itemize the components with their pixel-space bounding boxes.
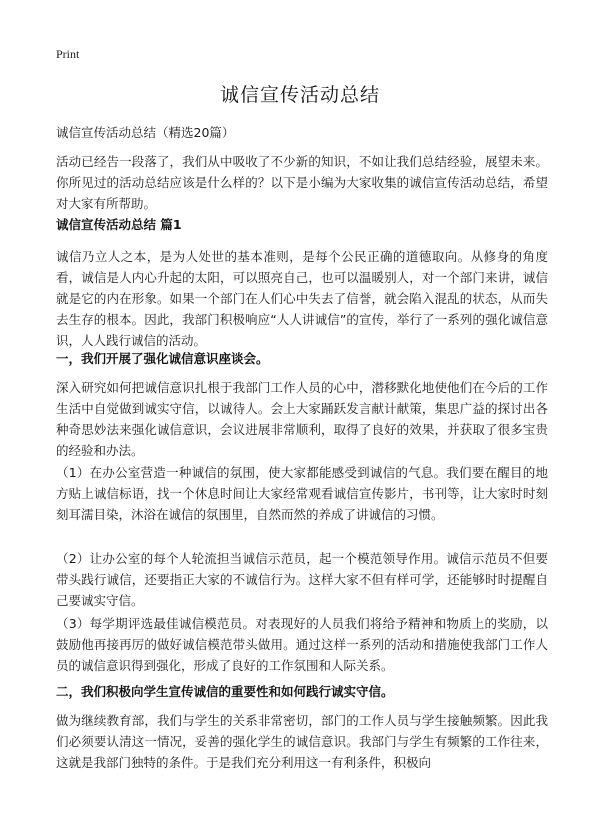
paragraph-3: 做为继续教育部，我们与学生的关系非常密切，部门的工作人员与学生接触频繁。因此我们必须要认清这一情况，妥善的强化学生的诚信意识。我部门与学生有频繁的工作往来，这就是我部门独特的条件。于是我们充分利用这一有利条件，积极向	[56, 713, 548, 770]
list-item-2: （2）让办公室的每个人轮流担当诚信示范员，起一个模范领导作用。诚信示范员不但要带头践行诚信，还要指正大家的不诚信行为。这样大家不但有样可学，还能够时时提醒自己要诚实守信。	[56, 551, 548, 608]
list-item-3: （3）每学期评选最佳诚信模范员。对表现好的人员我们将给予精神和物质上的奖励，以鼓励他再接再厉的做好诚信模范带头做用。通过这样一系列的活动和措施使我部门工作人员的诚信意识得到强化，形成了良好的工作氛围和人际关系。	[56, 616, 548, 673]
paragraph-1: 诚信乃立人之本，是为人处世的基本准则，是每个公民正确的道德取向。从修身的角度看，诚信是人内心升起的太阳，可以照亮自己，也可以温暖别人，对一个部门来讲，诚信就是它的内在形象。如果一个部门在人们心中失去了信誉，就会陷入混乱的状态，从而失去生存的根本。因此，我部门积极响应“人人讲诚信”的宣传，举行了一系列的强化诚信意识，人人践行诚信的活动。	[56, 249, 548, 348]
print-label[interactable]: Print	[56, 47, 80, 61]
paragraph-2: 深入研究如何把诚信意识扎根于我部门工作人员的心中，潜移默化地使他们在今后的工作生活中自觉做到诚实守信，以诚待人。会上大家踊跃发言献计献策，集思广益的探讨出各种奇思妙法来强化诚信意识，会议进展非常顺利，取得了良好的效果，并获取了很多宝贵的经验和办法。	[56, 380, 548, 458]
intro-paragraph: 活动已经告一段落了，我们从中吸收了不少新的知识，不如让我们总结经验，展望未来。你所见过的活动总结应该是什么样的？以下是小编为大家收集的诚信宣传活动总结，希望对大家有所帮助。	[56, 154, 548, 211]
page-title: 诚信宣传活动总结	[219, 84, 380, 106]
sub-heading-1: 一，我们开展了强化诚信意识座谈会。	[56, 351, 269, 366]
section-heading-1: 诚信宣传活动总结 篇1	[56, 217, 182, 232]
sub-heading-2: 二，我们积极向学生宣传诚信的重要性和如何践行诚实守信。	[56, 684, 394, 699]
document-subtitle: 诚信宣传活动总结（精选20篇）	[56, 125, 235, 140]
list-item-1: （1）在办公室营造一种诚信的氛围，使大家都能感受到诚信的气息。我们要在醒目的地方贴上诚信标语，找一个休息时间让大家经常观看诚信宣传影片，书刊等，让大家时时刻刻耳濡目染，沐浴在诚信的氛围里，自然而然的养成了讲诚信的习惯。	[56, 465, 548, 522]
